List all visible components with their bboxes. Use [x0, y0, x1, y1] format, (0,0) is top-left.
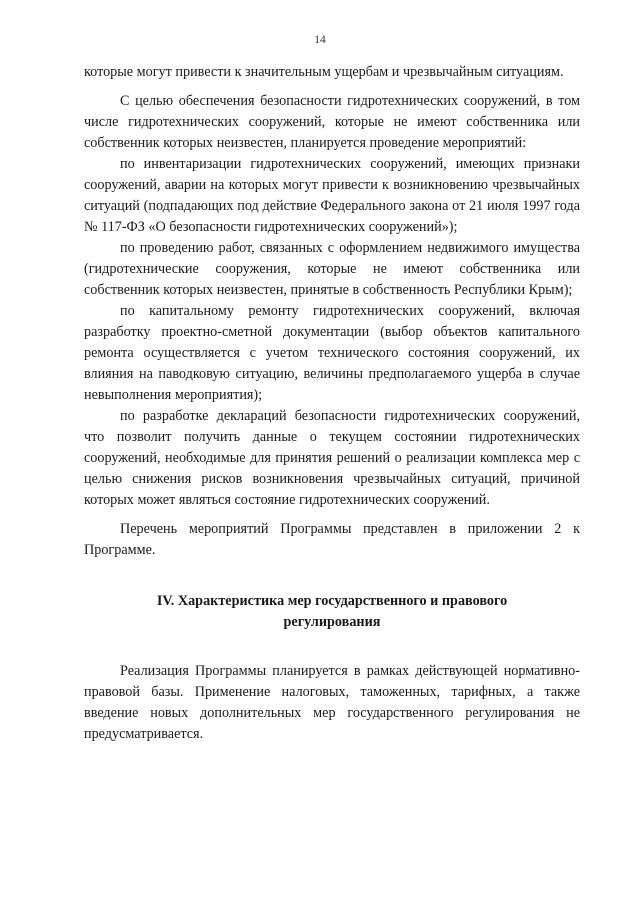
measure-inventory-paragraph: по инвентаризации гидротехнических сооружений, имеющих признаки сооружений, аварии на которых могут привести к возникновению чрезвычайных ситуаций (подпадающих под действие Федерального закона от 21 июля 1997 года № 117-ФЗ «О безопасности гидротехнических сооружений»); [84, 156, 580, 235]
section-heading-line-1: IV. Характеристика мер государственного и правового [156, 593, 508, 609]
intro-tail-paragraph: которые могут привести к значительным ущербам и чрезвычайным ситуациям. [84, 64, 564, 80]
measure-property-paragraph: по проведению работ, связанных с оформлением недвижимого имущества (гидротехнические сооружения, которые не имеют собственника или собственник которых неизвестен, принятые в собственность Республики Крым); [84, 240, 580, 298]
regulation-paragraph: Реализация Программы планируется в рамках действующей нормативно-правовой базы. Применение налоговых, таможенных, тарифных, а также введение новых дополнительных мер государственного регулирования не предусматривается. [84, 663, 580, 742]
section-heading [84, 591, 580, 633]
page-number: 14 [314, 34, 326, 46]
document-body [84, 62, 580, 745]
measure-declaration-paragraph: по разработке деклараций безопасности гидротехнических сооружений, что позволит получить данные о текущем состоянии гидротехнических сооружений, необходимые для принятия решений о реализации комплекса мер с целью снижения рисков возникновения чрезвычайных ситуаций, причиной которых может являться состояние гидротехнических сооружений. [84, 408, 580, 508]
measure-repair-paragraph: по капитальному ремонту гидротехнических сооружений, включая разработку проектно-сметной документации (выбор объектов капитального ремонта осуществляется с учетом технического состояния сооружений, их влияния на паводковую ситуацию, величины предполагаемого ущерба в случае невыполнения мероприятия); [84, 303, 580, 403]
section-heading-line-2: регулирования [283, 614, 381, 630]
list-reference-paragraph: Перечень мероприятий Программы представлен в приложении 2 к Программе. [84, 521, 580, 558]
goal-paragraph: С целью обеспечения безопасности гидротехнических сооружений, в том числе гидротехнических сооружений, которые не имеют собственника или собственник которых неизвестен, планируется проведение мероприятий: [84, 93, 580, 151]
